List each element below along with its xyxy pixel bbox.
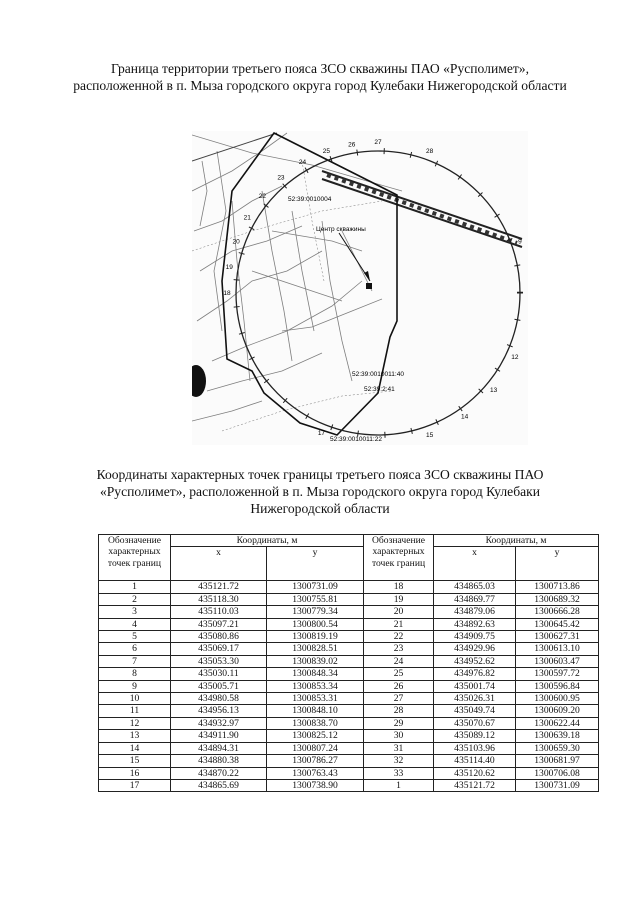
coord-y: 1300609.20 [516,705,599,717]
table-title: Координаты характерных точек границы третьего пояса ЗСО скважины ПАО «Русполимет», расположенной в п. Мыза городского округа город Кулебаки Нижегородской области [96,467,544,516]
coord-x: 435005.71 [171,680,267,692]
coord-y: 1300838.70 [267,717,364,729]
point-number: 15 [99,755,171,767]
table-row [99,680,599,692]
point-number: 19 [364,593,434,605]
parcel-label: 52:39:0010011:40 [352,371,404,378]
coord-y: 1300839.02 [267,655,364,667]
coord-x: 434865.69 [171,779,267,791]
coord-y: 1300819.19 [267,631,364,643]
boundary-point-label: 24 [298,159,307,167]
point-number: 11 [99,705,171,717]
coord-y: 1300853.31 [267,693,364,705]
coord-x: 435121.72 [434,779,516,791]
point-number: 17 [99,779,171,791]
coord-x: 434870.22 [171,767,267,779]
table-row [99,742,599,754]
point-number: 8 [99,668,171,680]
boundary-point-label: 13 [490,387,498,395]
coord-x: 435026.31 [434,693,516,705]
coord-x: 434980.58 [171,693,267,705]
boundary-point-label: 28 [426,148,434,156]
point-number: 18 [364,581,434,593]
coord-x: 435030.11 [171,668,267,680]
point-number: 31 [364,742,434,754]
y-header: у [516,547,599,581]
coord-x: 434976.82 [434,668,516,680]
coord-x: 435069.17 [171,643,267,655]
boundary-point-tick [514,319,520,320]
coord-y: 1300597.72 [516,668,599,680]
coord-x: 435121.72 [171,581,267,593]
boundary-map [192,131,528,445]
boundary-point-tick [459,406,462,411]
table-row [99,643,599,655]
coord-x: 434880.38 [171,755,267,767]
coord-x: 435097.21 [171,618,267,630]
table-row [99,606,599,618]
coord-y: 1300763.43 [267,767,364,779]
coord-y: 1300596.84 [516,680,599,692]
boundary-point-label: 15 [426,431,434,439]
point-number: 12 [99,717,171,729]
coord-x: 435118.30 [171,593,267,605]
table-row [99,655,599,667]
coord-y: 1300689.32 [516,593,599,605]
coord-y: 1300645.42 [516,618,599,630]
coord-y: 1300828.51 [267,643,364,655]
boundary-point-label: 21 [243,214,251,222]
x-header: х [434,547,516,581]
table-row [99,693,599,705]
boundary-point-label: 25 [322,148,330,156]
point-number: 14 [99,742,171,754]
point-number: 21 [364,618,434,630]
coord-x: 435110.03 [171,606,267,618]
designation-header: Обозначение характерных точек границ [99,535,171,581]
point-number: 29 [364,717,434,729]
boundary-point-label: 23 [277,174,285,182]
parcel-label: 52:39:0010011:22 [330,436,382,443]
coord-x: 435049.74 [434,705,516,717]
boundary-point-label: 9 [518,238,522,246]
coordinates-table-body [99,581,599,792]
coord-y: 1300755.81 [267,593,364,605]
coord-x: 435053.30 [171,655,267,667]
point-number: 24 [364,655,434,667]
table-row [99,767,599,779]
coord-x: 434894.31 [171,742,267,754]
boundary-point-label: 17 [317,430,326,438]
coord-y: 1300706.08 [516,767,599,779]
coord-y: 1300613.10 [516,643,599,655]
table-row [99,755,599,767]
coord-y: 1300659.30 [516,742,599,754]
point-number: 4 [99,618,171,630]
coord-x: 434956.13 [171,705,267,717]
table-row [99,779,599,791]
coord-x: 435001.74 [434,680,516,692]
boundary-map-drawing [192,131,528,445]
coord-x: 435103.96 [434,742,516,754]
boundary-point-label: 18 [223,290,231,297]
coord-x: 434909.75 [434,631,516,643]
table-row [99,668,599,680]
boundary-point-tick [234,280,240,281]
table-row [99,593,599,605]
boundary-point-tick [357,150,358,156]
point-number: 1 [99,581,171,593]
coord-x: 435114.40 [434,755,516,767]
coord-y: 1300786.27 [267,755,364,767]
boundary-point-tick [234,307,240,308]
coord-x: 434911.90 [171,730,267,742]
boundary-point-label: 12 [511,353,519,361]
coord-x: 435080.86 [171,631,267,643]
point-number: 22 [364,631,434,643]
boundary-point-label: 14 [460,413,469,421]
designation-header: Обозначение характерных точек границ [364,535,434,581]
coord-y: 1300807.24 [267,742,364,754]
x-header: х [171,547,267,581]
coord-x: 434932.97 [171,717,267,729]
parcel-label: 52:39:2:41 [364,386,395,393]
point-number: 20 [364,606,434,618]
coord-x: 434865.03 [434,581,516,593]
point-number: 5 [99,631,171,643]
coord-x: 434929.96 [434,643,516,655]
boundary-point-tick [458,175,461,180]
coord-y: 1300713.86 [516,581,599,593]
coord-x: 435120.62 [434,767,516,779]
point-number: 30 [364,730,434,742]
coord-x: 434892.63 [434,618,516,630]
point-number: 33 [364,767,434,779]
coord-y: 1300681.97 [516,755,599,767]
point-number: 10 [99,693,171,705]
point-number: 6 [99,643,171,655]
table-row [99,618,599,630]
coord-y: 1300738.90 [267,779,364,791]
coord-y: 1300825.12 [267,730,364,742]
coord-y: 1300622.44 [516,717,599,729]
point-number: 7 [99,655,171,667]
coord-y: 1300779.34 [267,606,364,618]
coordinates-table [98,534,599,792]
coord-y: 1300731.09 [516,779,599,791]
boundary-point-tick [514,265,520,266]
point-number: 16 [99,767,171,779]
coord-y: 1300639.18 [516,730,599,742]
coord-y: 1300731.09 [267,581,364,593]
boundary-point-tick [410,152,411,158]
coords-header: Координаты, м [434,535,599,547]
point-number: 26 [364,680,434,692]
point-number: 3 [99,606,171,618]
boundary-point-label: 27 [374,139,382,146]
coord-x: 435070.67 [434,717,516,729]
coord-y: 1300603.47 [516,655,599,667]
map-title: Граница территории третьего пояса ЗСО скважины ПАО «Русполимет», расположенной в п. Мыза городского округа город Кулебаки Нижегородской области [73,61,567,93]
coord-y: 1300600.95 [516,693,599,705]
coord-x: 434879.06 [434,606,516,618]
table-row [99,717,599,729]
boundary-point-label: 26 [348,141,356,149]
table-row [99,705,599,717]
parcel-label: 52:39:0010004 [288,196,332,203]
coord-y: 1300853.34 [267,680,364,692]
table-row [99,631,599,643]
point-number: 23 [364,643,434,655]
point-number: 2 [99,593,171,605]
point-number: 32 [364,755,434,767]
y-header: у [267,547,364,581]
point-number: 1 [364,779,434,791]
point-number: 27 [364,693,434,705]
coord-y: 1300848.34 [267,668,364,680]
coord-y: 1300627.31 [516,631,599,643]
table-row [99,730,599,742]
boundary-point-label: 19 [225,263,233,271]
coords-header: Координаты, м [171,535,364,547]
point-number: 28 [364,705,434,717]
coord-y: 1300800.54 [267,618,364,630]
boundary-point-label: 22 [258,192,266,200]
boundary-point-tick [411,428,412,434]
coord-y: 1300666.28 [516,606,599,618]
table-row [99,581,599,593]
point-number: 9 [99,680,171,692]
point-number: 13 [99,730,171,742]
point-number: 25 [364,668,434,680]
coord-x: 435089.12 [434,730,516,742]
well-center-label: Центр скважины [316,226,366,233]
coord-y: 1300848.10 [267,705,364,717]
coord-x: 434869.77 [434,593,516,605]
boundary-point-label: 20 [232,238,240,246]
coord-x: 434952.62 [434,655,516,667]
